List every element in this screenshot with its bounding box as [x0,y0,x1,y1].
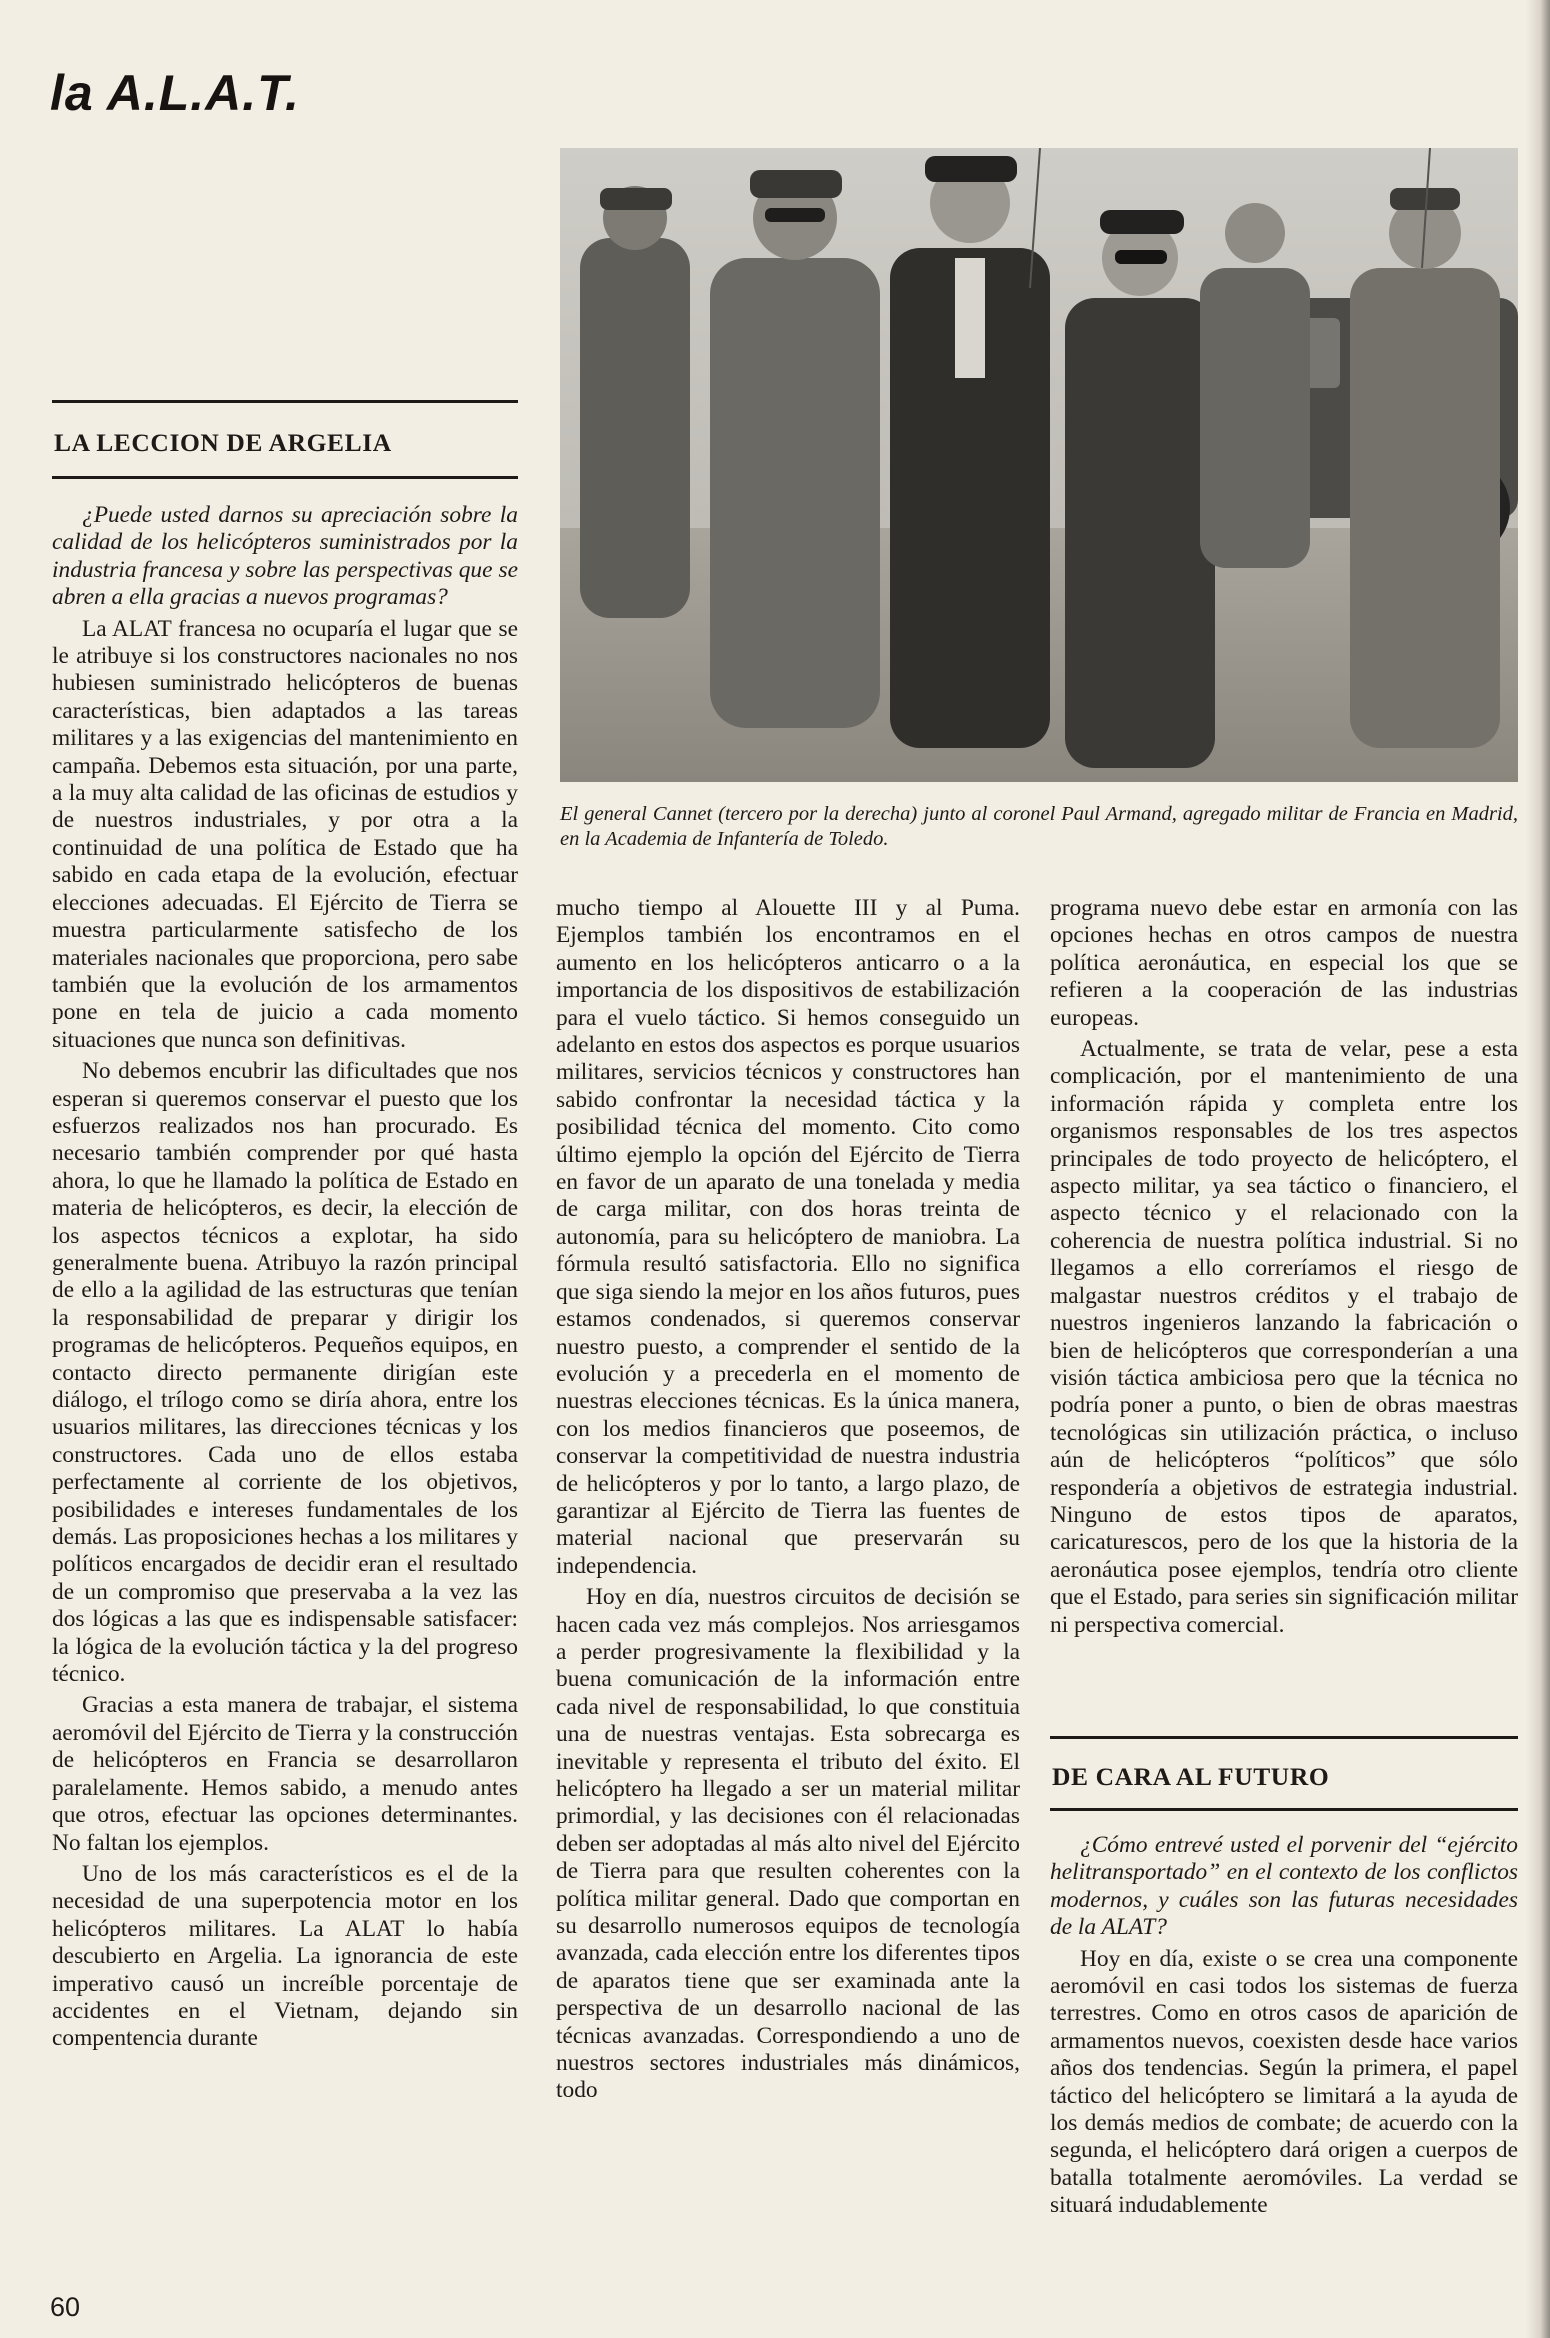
photo-officers [560,148,1518,782]
section-rule-top-2 [1050,1736,1518,1739]
section-rule-top [52,400,518,403]
page-gutter-shadow [1526,0,1550,2338]
body-paragraph: Gracias a esta manera de trabajar, el sistema aeromóvil del Ejército de Tierra y la construcción de helicópteros en Francia se desarrollaron paralelamente. Hemos sabido, a menudo antes que otros, efectuar las opciones determinantes. No faltan los ejemplos. [52,1692,518,1856]
body-paragraph: Actualmente, se trata de velar, pese a esta complicación, por el mantenimiento de una información rápida y completa entre los organismos responsables de los tres aspectos principales de todo proyecto de helicóptero, el aspecto militar, ya sea táctico o financiero, el aspecto técnico y el relacionado con la coherencia de nuestra política industrial. Si no llegamos a ello correríamos el riesgo de malgastar nuestros créditos y el trabajo de nuestros ingenieros lanzando la fabricación o bien de helicópteros que corresponderían a una visión táctica ambiciosa pero que la técnica no podría poner a punto, o bien de obras maestras tecnológicas sin utilización práctica, o incluso aún de helicópteros “políticos” que sólo respondería a objetivos de estrategia industrial. Ninguno de estos tipos de aparatos, caricaturescos, pero de los que la historia de la aeronáutica posee ejemplos, tendría otro cliente que el Estado, para series sin significación militar ni perspectiva comercial. [1050,1036,1518,1638]
body-paragraph: No debemos encubrir las dificultades que nos esperan si queremos conservar el puesto que los esfuerzos realizados nos han procurado. Es necesario también comprender por qué hasta ahora, lo que he llamado la política de Estado en materia de helicópteros, es decir, la elección de los aspectos técnicos a explotar, ha sido generalmente buena. Atribuyo la razón principal de ello a la agilidad de las estructuras que tenían la responsabilidad de preparar y dirigir los programas de helicópteros. Pequeños equipos, en contacto directo permanente dirigían este diálogo, el trílogo como se diría ahora, entre los usuarios militares, las direcciones técnicas y los constructores. Cada uno de ellos estaba perfectamente al corriente de los objetivos, posibilidades e intereses fundamentales de los demás. Las proposiciones hechas a los militares y políticos encargados de decidir eran el resultado de un compromiso que preservaba a la vez las dos lógicas a las que es indispensable satisfacer: la lógica de la evolución táctica y la del progreso técnico. [52,1058,518,1688]
body-paragraph: Uno de los más característicos es el de la necesidad de una superpotencia motor en los helicópteros militares. La ALAT lo había descubierto en Argelia. La ignorancia de este imperativo causó un increíble porcentaje de accidentes en el Vietnam, dejando sin compentencia durante [52,1860,518,2052]
section-rule-bottom-2 [1050,1808,1518,1811]
text-column-1 [52,502,518,2057]
interview-question: ¿Puede usted darnos su apreciación sobre la calidad de los helicópteros suministrados por la industria francesa y sobre las perspectivas que se abren a ella gracias a nuevos programas? [52,502,518,611]
running-title: la A.L.A.T. [50,65,300,121]
body-paragraph: programa nuevo debe estar en armonía con las opciones hechas en otros campos de nuestra política aeronáutica, en especial los que se refieren a la cooperación de las industrias europeas. [1050,895,1518,1031]
interview-question: ¿Cómo entrevé usted el porvenir del “ejército helitransportado” en el contexto de los conflictos modernos, y cuáles son las futuras necesidades de la ALAT? [1050,1832,1518,1941]
photo-caption: El general Cannet (tercero por la derecha) junto al coronel Paul Armand, agregado militar de Francia en Madrid, en la Academia de Infantería de Toledo. [560,803,1518,850]
text-column-4 [1050,1832,1518,2224]
body-paragraph: Hoy en día, nuestros circuitos de decisión se hacen cada vez más complejos. Nos arriesgamos a perder progresivamente la flexibilidad y la buena comunicación de la información entre cada nivel de responsabilidad, lo que constituia una de nuestras ventajas. Esta sobrecarga es inevitable y representa el tributo del éxito. El helicóptero ha llegado a ser un material militar primordial, y las decisiones con él relacionadas deben ser adoptadas al más alto nivel del Ejército de Tierra para que resulten coherentes con la política militar general. Dado que comportan en su desarrollo numerosos equipos de tecnología avanzada, cada elección entre los diferentes tipos de aparatos tiene que ser examinada ante la perspectiva de un desarrollo nacional de las técnicas avanzadas. Correspondiendo a uno de nuestros sectores industriales más dinámicos, todo [556,1584,1020,2104]
page-number: 60 [50,2292,81,2322]
section-heading-futuro: DE CARA AL FUTURO [1052,1762,1330,1791]
photo-officers-illustration [560,148,1518,782]
body-paragraph: La ALAT francesa no ocuparía el lugar que se le atribuye si los constructores nacionales no nos hubiesen suministrado helicópteros de buenas características, bien adaptados a las tareas militares y a las exigencias del mantenimiento en campaña. Debemos esta situación, por una parte, a la muy alta calidad de las oficinas de estudios y de nuestros industriales, y por otra a la continuidad de una política de Estado que ha sabido en cada etapa de la evolución, efectuar elecciones adecuadas. El Ejército de Tierra se muestra particularmente satisfecho de los materiales nacionales que proporciona, pero sabe también que la evolución de los armamentos pone en tela de juicio a cada momento situaciones que nunca son definitivas. [52,615,518,1053]
text-column-2 [556,895,1020,2109]
section-heading-argelia: LA LECCION DE ARGELIA [54,428,392,457]
section-rule-bottom [52,476,518,479]
body-paragraph: Hoy en día, existe o se crea una componente aeromóvil en casi todos los sistemas de fuerza terrestres. Como en otros casos de aparición de armamentos nuevos, coexisten desde hace varios años dos tendencias. Según la primera, el papel táctico del helicóptero se limitará a la ayuda de los demás medios de combate; de acuerdo con la segunda, el helicóptero dará origen a cuerpos de batalla totalmente aeromóviles. La verdad se situará indudablemente [1050,1945,1518,2219]
text-column-3 [1050,895,1518,1643]
body-paragraph: mucho tiempo al Alouette III y al Puma. Ejemplos también los encontramos en el aumento en los helicópteros anticarro o a la importancia de los dispositivos de estabilización para el vuelo táctico. Si hemos conseguido un adelanto en estos dos aspectos es porque usuarios militares, servicios técnicos y constructores han sabido confrontar la necesidad táctica y la posibilidad técnica del momento. Cito como último ejemplo la opción del Ejército de Tierra en favor de un aparato de una tonelada y media de carga militar, con dos horas treinta de autonomía, para su helicóptero de maniobra. La fórmula resultó satisfactoria. Ello no significa que siga siendo la mejor en los años futuros, pues estamos condenados, si queremos conservar nuestro puesto, a comprender el sentido de la evolución y a precederla en el momento de nuestras elecciones técnicas. Es la única manera, con los medios financieros que poseemos, de conservar la competitividad de nuestra industria de helicópteros y por lo tanto, a largo plazo, de garantizar al Ejército de Tierra las fuentes de material nacional que preservarán su independencia. [556,895,1020,1579]
